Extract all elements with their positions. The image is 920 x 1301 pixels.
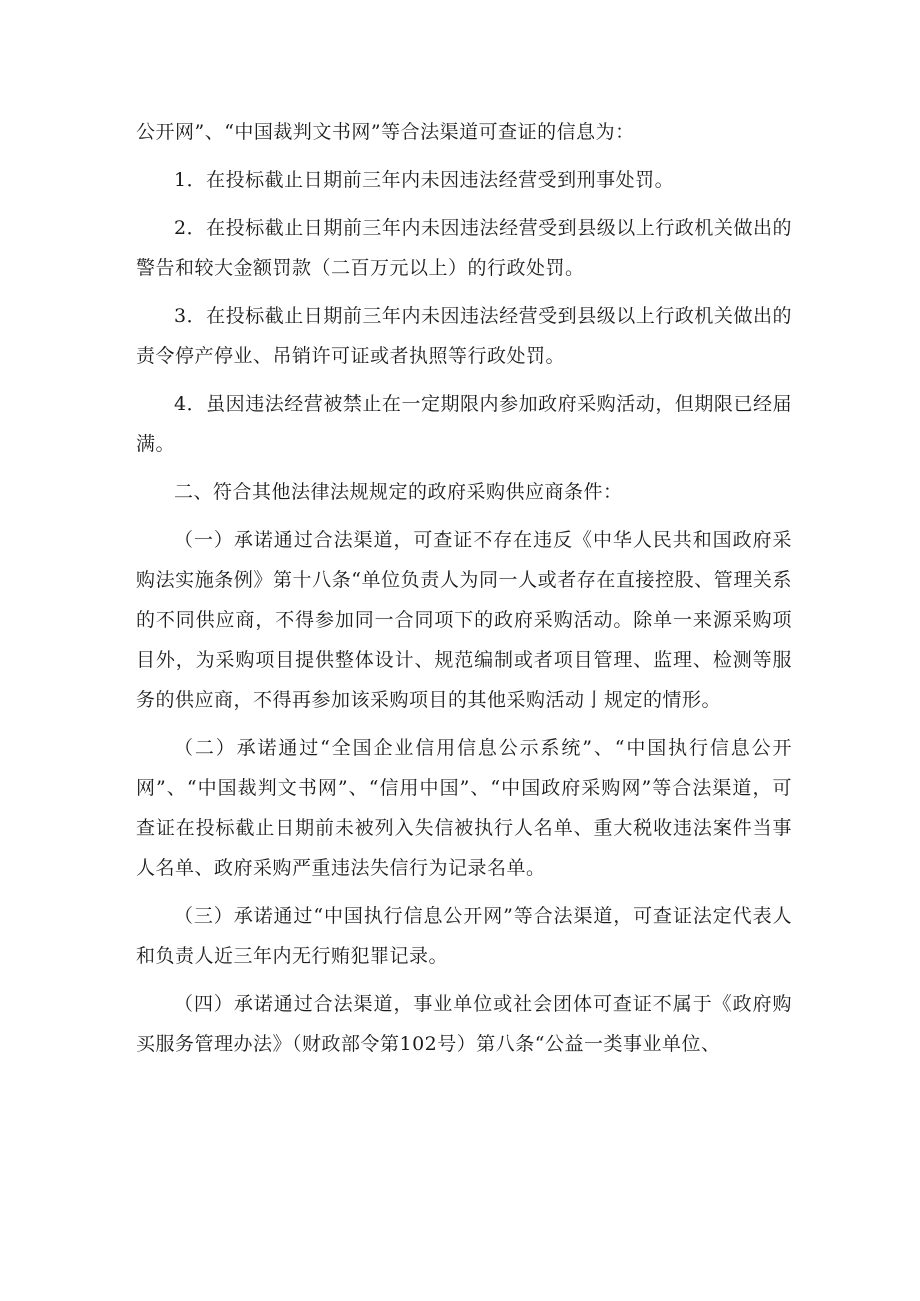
paragraph-1: 公开网”、“中国裁判文书网”等合法渠道可查证的信息为： [136, 121, 635, 143]
paragraph-10: （四）承诺通过合法渠道，事业单位或社会团体可查证不属于《政府购买服务管理办法》（财政部令第102号）第八条“公益一类事业单位、 [136, 993, 792, 1055]
paragraph-8: （二）承诺通过“全国企业信用信息公示系统”、“中国执行信息公开网”、“中国裁判文书网”、“信用中国”、“中国政府采购网”等合法渠道，可查证在投标截止日期前未被列入失信被执行人名单、重大税收违法案件当事人名单、政府采购严重违法失信行为记录名单。 [136, 737, 792, 879]
paragraph-7: （一）承诺通过合法渠道，可查证不存在违反《中华人民共和国政府采购法实施条例》第十八条“单位负责人为同一人或者存在直接控股、管理关系的不同供应商，不得参加同一合同项下的政府采购活动。除单一来源采购项目外，为采购项目提供整体设计、规范编制或者项目管理、监理、检测等服务的供应商，不得再参加该采购项目的其他采购活动亅规定的情形。 [136, 529, 792, 711]
document-body [136, 112, 792, 1064]
paragraph-5: 4．虽因违法经营被禁止在一定期限内参加政府采购活动，但期限已经届满。 [136, 393, 792, 455]
paragraph-9: （三）承诺通过“中国执行信息公开网”等合法渠道，可查证法定代表人和负责人近三年内无行贿犯罪记录。 [136, 905, 792, 967]
paragraph-4: 3．在投标截止日期前三年内未因违法经营受到县级以上行政机关做出的责令停产停业、吊销许可证或者执照等行政处罚。 [136, 305, 792, 367]
paragraph-6: 二、符合其他法律法规规定的政府采购供应商条件： [174, 481, 623, 503]
paragraph-2: 1．在投标截止日期前三年内未因违法经营受到刑事处罚。 [174, 169, 675, 191]
paragraph-3: 2．在投标截止日期前三年内未因违法经营受到县级以上行政机关做出的警告和较大金额罚款（二百万元以上）的行政处罚。 [136, 217, 792, 279]
